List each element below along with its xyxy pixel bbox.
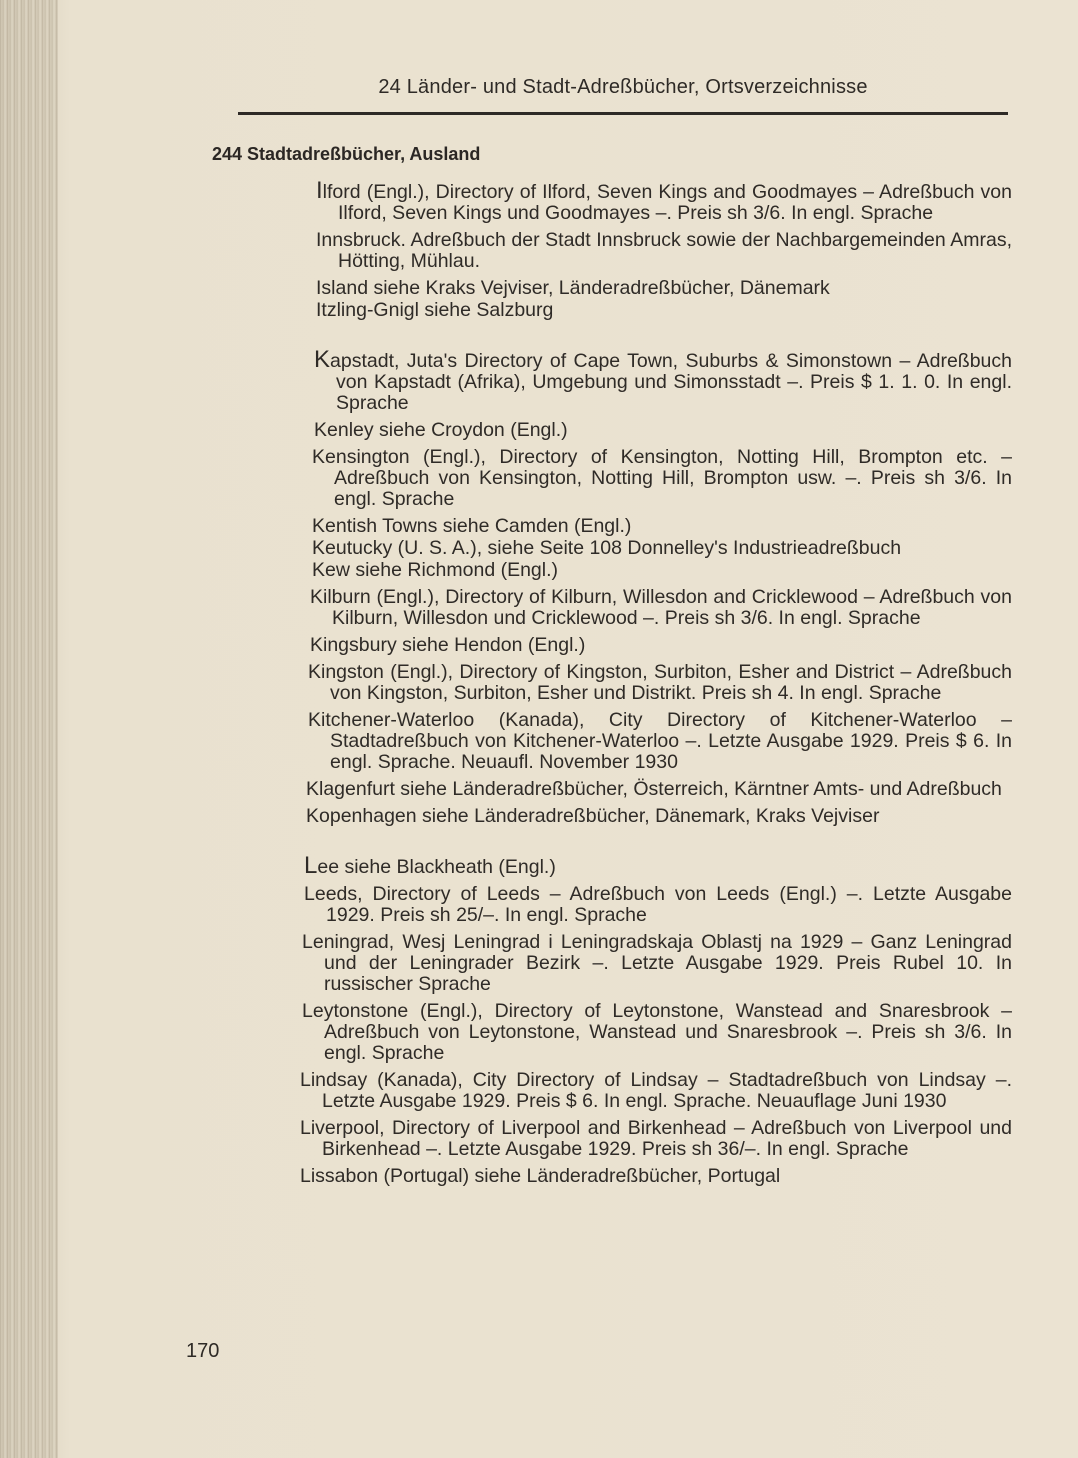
entry-leytonstone bbox=[302, 1001, 1012, 1064]
entry-leningrad bbox=[302, 932, 1012, 995]
letter-group-i bbox=[300, 177, 1012, 321]
letter-group-l bbox=[300, 852, 1012, 1187]
entry-keutucky bbox=[312, 538, 1012, 559]
entry-text: Lindsay (Kanada), City Directory of Lindsay – Stadtadreßbuch von Lindsay –. Letzte Ausgabe 1929. Preis $ 6. In engl. Sprache. Neuauflage Juni 1930 bbox=[300, 1069, 1012, 1112]
book-spine-shadow bbox=[0, 0, 58, 1458]
entry-text: Leningrad, Wesj Leningrad i Leningradskaja Oblastj na 1929 – Ganz Leningrad und der Leningrader Bezirk –. Letzte Ausgabe 1929. Preis Rubel 10. In russischer Sprache bbox=[302, 931, 1012, 995]
header-rule bbox=[238, 112, 1008, 115]
entry-text: Kenley siehe Croydon (Engl.) bbox=[314, 419, 568, 441]
entry-leeds bbox=[304, 884, 1012, 926]
entry-kentish-towns bbox=[312, 516, 1012, 537]
entry-text: Kingsbury siehe Hendon (Engl.) bbox=[310, 634, 586, 656]
entry-klagenfurt bbox=[306, 779, 1012, 800]
entry-kew bbox=[312, 560, 1012, 581]
entry-lead-letter: K bbox=[314, 346, 331, 373]
entry-text: Liverpool, Directory of Liverpool and Birkenhead – Adreßbuch von Liverpool und Birkenhead –. Letzte Ausgabe 1929. Preis sh 36/–. In engl. Sprache bbox=[300, 1117, 1012, 1160]
entry-text: Lissabon (Portugal) siehe Länderadreßbücher, Portugal bbox=[300, 1165, 781, 1187]
section-title: 244 Stadtadreßbücher, Ausland bbox=[212, 144, 481, 164]
entry-lead-letter: I bbox=[316, 177, 323, 204]
entry-text: Island siehe Kraks Vejviser, Länderadreßbücher, Dänemark bbox=[316, 277, 830, 299]
entry-innsbruck bbox=[316, 230, 1012, 272]
entry-text: Kopenhagen siehe Länderadreßbücher, Dänemark, Kraks Vejviser bbox=[306, 805, 880, 827]
entry-text: Keutucky (U. S. A.), siehe Seite 108 Donnelley's Industrieadreßbuch bbox=[312, 537, 902, 559]
directory-entries bbox=[300, 177, 1012, 1209]
entry-text: Innsbruck. Adreßbuch der Stadt Innsbruck sowie der Nachbargemeinden Amras, Hötting, Mühlau. bbox=[316, 229, 1012, 272]
entry-text: Kitchener-Waterloo (Kanada), City Directory of Kitchener-Waterloo – Stadtadreßbuch von Kitchener-Waterloo –. Letzte Ausgabe 1929. Preis $ 6. In engl. Sprache. Neuaufl. November 1930 bbox=[308, 709, 1012, 773]
page-number: 170 bbox=[186, 1340, 220, 1362]
entry-kingston bbox=[308, 662, 1012, 704]
entry-kapstadt bbox=[314, 346, 1012, 414]
entry-island bbox=[316, 278, 1012, 299]
entry-text: Leytonstone (Engl.), Directory of Leytonstone, Wanstead and Snaresbrook – Adreßbuch von Leytonstone, Wanstead und Snaresbrook –. Preis sh 3/6. In engl. Sprache bbox=[302, 1000, 1012, 1064]
entry-text: apstadt, Juta's Directory of Cape Town, Suburbs & Simonstown – Adreßbuch von Kapstadt (Afrika), Umgebung und Simonsstadt –. Preis $ 1. 1. 0. In engl. Sprache bbox=[330, 350, 1012, 414]
entry-kopenhagen bbox=[306, 806, 1012, 827]
running-header: 24 Länder- und Stadt-Adreßbücher, Ortsverzeichnisse bbox=[378, 76, 868, 98]
letter-group-k bbox=[300, 346, 1012, 827]
entry-kingsbury bbox=[310, 635, 1012, 656]
entry-text: Leeds, Directory of Leeds – Adreßbuch von Leeds (Engl.) –. Letzte Ausgabe 1929. Preis sh 25/–. In engl. Sprache bbox=[304, 883, 1012, 926]
entry-text: ee siehe Blackheath (Engl.) bbox=[317, 856, 556, 878]
entry-text: Kilburn (Engl.), Directory of Kilburn, Willesdon and Cricklewood – Adreßbuch von Kilburn, Willesdon und Cricklewood –. Preis sh 3/6. In engl. Sprache bbox=[310, 586, 1012, 629]
entry-text: lford (Engl.), Directory of Ilford, Seven Kings and Goodmayes – Adreßbuch von Ilford, Seven Kings und Goodmayes –. Preis sh 3/6. In engl. Sprache bbox=[322, 181, 1012, 224]
entry-text: Kingston (Engl.), Directory of Kingston, Surbiton, Esher and District – Adreßbuch von Kingston, Surbiton, Esher und Distrikt. Preis sh 4. In engl. Sprache bbox=[308, 661, 1012, 704]
entry-kenley bbox=[314, 420, 1012, 441]
entry-lee bbox=[304, 852, 1012, 879]
entry-text: Itzling-Gnigl siehe Salzburg bbox=[316, 299, 554, 321]
entry-text: Kensington (Engl.), Directory of Kensington, Notting Hill, Brompton etc. – Adreßbuch von Kensington, Notting Hill, Brompton usw. –. Preis sh 3/6. In engl. Sprache bbox=[312, 446, 1012, 510]
entry-lindsay bbox=[300, 1070, 1012, 1112]
entry-text: Kentish Towns siehe Camden (Engl.) bbox=[312, 515, 632, 537]
entry-liverpool bbox=[300, 1118, 1012, 1160]
entry-lead-letter: L bbox=[304, 852, 318, 879]
entry-text: Kew siehe Richmond (Engl.) bbox=[312, 559, 559, 581]
entry-kilburn bbox=[310, 587, 1012, 629]
entry-lissabon bbox=[300, 1166, 1012, 1187]
entry-text: Klagenfurt siehe Länderadreßbücher, Österreich, Kärntner Amts- und Adreßbuch bbox=[306, 778, 1002, 800]
entry-ilford bbox=[316, 177, 1012, 224]
entry-kensington bbox=[312, 447, 1012, 510]
entry-itzling-gnigl bbox=[316, 300, 1012, 321]
entry-kitchener-waterloo bbox=[308, 710, 1012, 773]
